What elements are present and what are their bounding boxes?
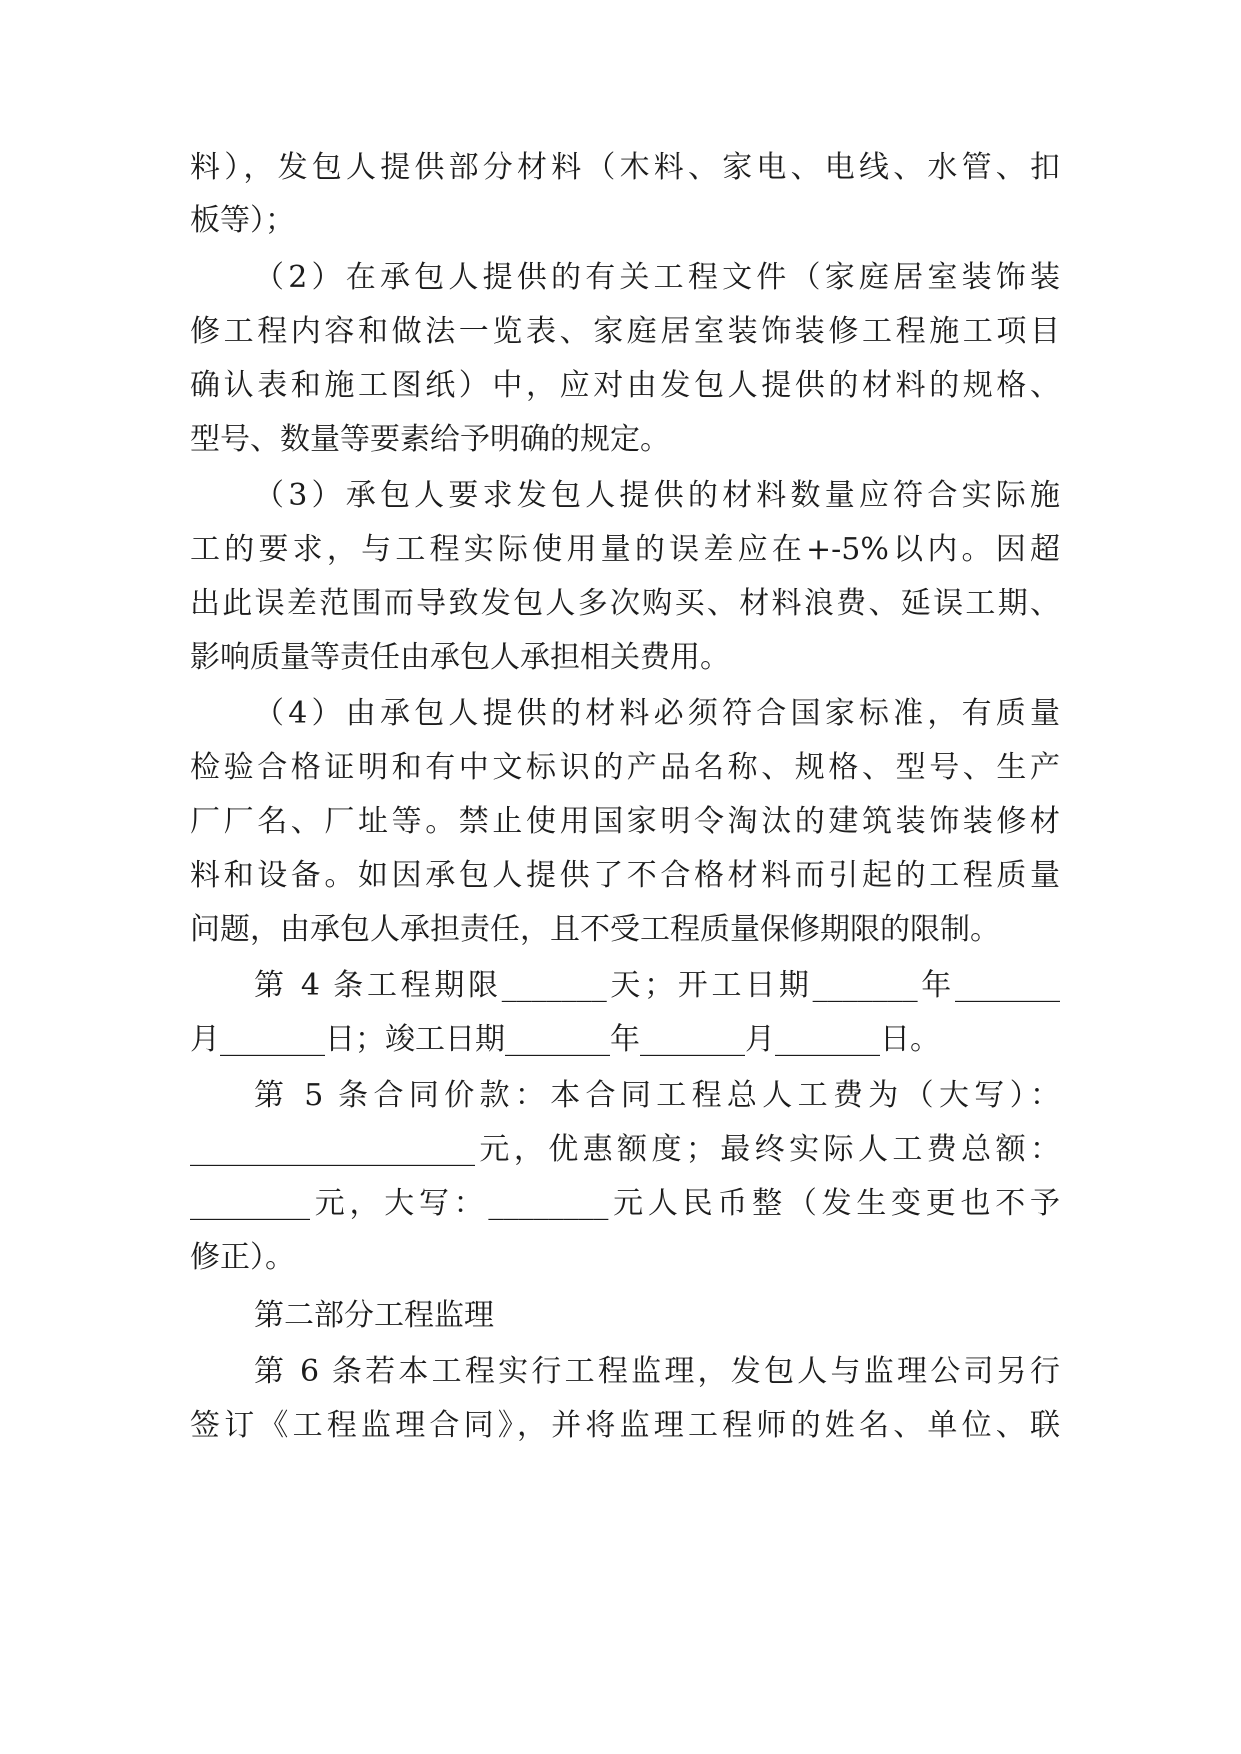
text-line: 型号、数量等要素给予明确的规定。 <box>190 422 670 457</box>
text-line: 影响质量等责任由承包人承担相关费用。 <box>190 640 730 675</box>
text-line: 签订《工程监理合同》，并将监理工程师的姓名、单位、联 <box>190 1408 1060 1443</box>
text-line: 料和设备。如因承包人提供了不合格材料而引起的工程质量 <box>190 858 1060 893</box>
text-line: 第 5 条合同价款：本合同工程总人工费为（大写）： <box>254 1078 1060 1113</box>
text-line: 第 6 条若本工程实行工程监理，发包人与监理公司另行 <box>254 1354 1060 1389</box>
text-line: 检验合格证明和有中文标识的产品名称、规格、型号、生产 <box>190 750 1060 785</box>
text-line: 月_______日；竣工日期_______年_______月_______日。 <box>190 1022 940 1057</box>
text-line: （2）在承包人提供的有关工程文件（家庭居室装饰装 <box>254 260 1060 295</box>
text-line: 修正）。 <box>190 1240 295 1275</box>
text-line: 板等）； <box>190 203 295 238</box>
text-line: 料），发包人提供部分材料（木料、家电、电线、水管、扣 <box>190 150 1060 185</box>
text-line: （4）由承包人提供的材料必须符合国家标准，有质量 <box>254 696 1060 731</box>
text-line: 工的要求，与工程实际使用量的误差应在+-5%以内。因超 <box>190 532 1060 567</box>
text-line: 出此误差范围而导致发包人多次购买、材料浪费、延误工期、 <box>190 586 1060 621</box>
text-line: 问题，由承包人承担责任，且不受工程质量保修期限的限制。 <box>190 912 1000 947</box>
text-line: 厂厂名、厂址等。禁止使用国家明令淘汰的建筑装饰装修材 <box>190 804 1060 839</box>
text-line: ___________________元，优惠额度；最终实际人工费总额： <box>190 1132 1060 1167</box>
text-line: ________元，大写：________元人民币整（发生变更也不予 <box>190 1186 1060 1221</box>
text-line: 修工程内容和做法一览表、家庭居室装饰装修工程施工项目 <box>190 314 1060 349</box>
section-heading: 第二部分工程监理 <box>254 1298 494 1333</box>
text-line: 确认表和施工图纸）中，应对由发包人提供的材料的规格、 <box>190 368 1060 403</box>
text-line: （3）承包人要求发包人提供的材料数量应符合实际施 <box>254 478 1060 513</box>
text-line: 第 4 条工程期限_______天；开工日期_______年_______ <box>254 968 1060 1003</box>
